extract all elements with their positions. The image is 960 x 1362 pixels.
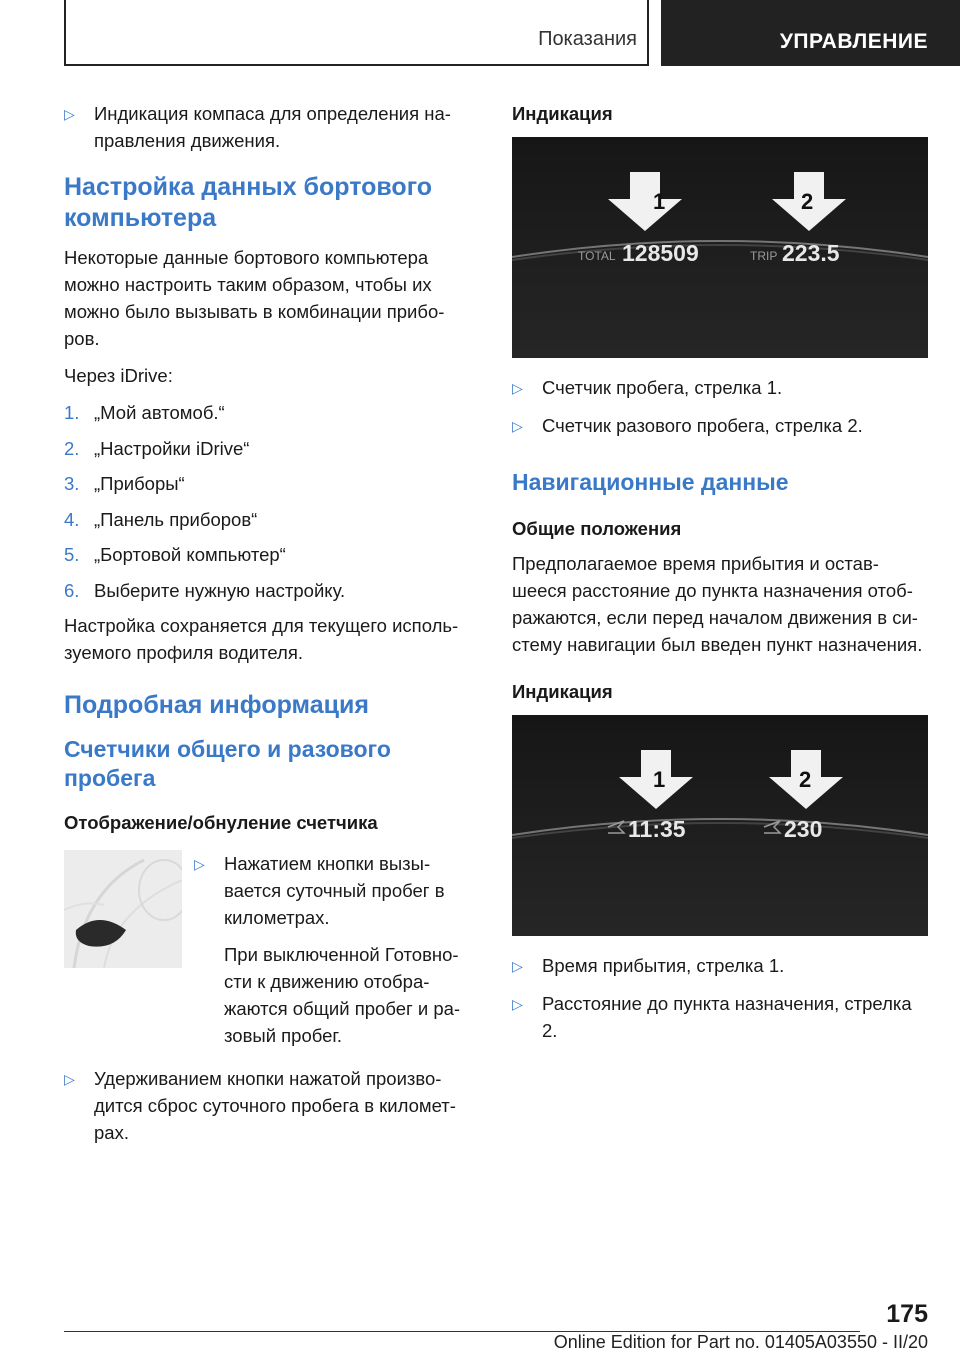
list-item: ▷ Нажатием кнопки вызы-вается суточный пробег в километрах.: [194, 850, 478, 931]
left-column: [64, 100, 478, 1156]
reset-button-row: [64, 850, 478, 1059]
list-item: 2. „Настройки iDrive“: [64, 437, 250, 459]
header-section-title: Показания: [538, 28, 637, 50]
arrow-2-label: 2: [801, 189, 814, 214]
triangle-bullet-icon: ▷: [512, 996, 523, 1012]
list-item: ▷ Индикация компаса для определения на-правления движения.: [64, 100, 478, 154]
list-item: ▷ Удерживанием кнопки нажатой произво-дится сброс суточного пробега в километ-рах.: [64, 1065, 478, 1146]
triangle-bullet-icon: ▷: [64, 1071, 75, 1087]
heading-general: Общие положения: [512, 518, 682, 539]
instrument-cluster-button-icon: [64, 850, 182, 968]
paragraph-via: Через iDrive:: [64, 365, 173, 386]
list-item: 4. „Панель приборов“: [64, 508, 258, 530]
list-item: ▷ Время прибытия, стрелка 1.: [512, 952, 928, 980]
heading-display-2: Индикация: [512, 681, 613, 702]
header-bottom-rule: [64, 64, 649, 66]
heading-details: Подробная информация: [64, 691, 369, 719]
heading-display-1: Индикация: [512, 103, 613, 124]
total-label: TOTAL: [578, 249, 616, 263]
right-column: [512, 100, 928, 1054]
header-chapter-tab: УПРАВЛЕНИЕ: [661, 0, 960, 66]
header-separator: [647, 0, 649, 66]
odometer-display: [512, 137, 928, 358]
trip-value: 223.5: [782, 240, 840, 266]
triangle-bullet-icon: ▷: [512, 418, 523, 434]
paragraph-saved: Настройка сохраняется для текущего исполь-зуемого профиля водителя.: [64, 615, 459, 663]
page-number: 175: [886, 1300, 928, 1328]
heading-settings: Настройка данных бортового компьютера: [64, 173, 433, 232]
heading-reset: Отображение/обнуление счетчика: [64, 812, 378, 833]
paragraph-navigation: Предполагаемое время прибытия и остав-шееся расстояние до пункта назначения отоб-ражаются, если перед началом движения в си-стему навигации был введен пункт назначения.: [512, 553, 923, 655]
steps-list: [64, 399, 478, 604]
arrow-1-label: 1: [653, 189, 666, 214]
triangle-bullet-icon: ▷: [64, 106, 75, 122]
list-item: 5. „Бортовой компьютер“: [64, 544, 286, 565]
paragraph-settings: Некоторые данные бортового компьютера можно настроить таким образом, чтобы их можно было вызывать в комбинации прибо-ров.: [64, 247, 445, 349]
triangle-bullet-icon: ▷: [512, 380, 523, 396]
arrow-1-label: 1: [653, 767, 666, 792]
list-item: 3. „Приборы“: [64, 473, 185, 494]
list-item: 6. Выберите нужную настройку.: [64, 579, 346, 601]
navigation-display-image: [512, 715, 928, 936]
navigation-display: [512, 715, 928, 936]
arrow-2-label: 2: [799, 767, 812, 792]
heading-odometer: Счетчики общего и разового пробега: [64, 736, 391, 791]
list-item: ▷ Счетчик разового пробега, стрелка 2.: [512, 412, 928, 440]
odometer-display-image: [512, 137, 928, 358]
heading-navigation: Навигационные данные: [512, 469, 789, 495]
list-item: ▷ Расстояние до пункта назначения, стрелка 2.: [512, 990, 928, 1044]
arrival-time-value: 11:35: [628, 816, 686, 842]
triangle-bullet-icon: ▷: [512, 958, 523, 974]
triangle-bullet-icon: ▷: [194, 856, 205, 872]
list-item: ▷ Счетчик пробега, стрелка 1.: [512, 374, 928, 402]
paragraph-ignition: При выключенной Готовно-сти к движению отобра-жаются общий пробег и ра-зовый пробег.: [224, 944, 461, 1046]
reset-button-photo: [64, 850, 182, 968]
distance-value: 230: [784, 816, 823, 842]
list-item: 1. „Мой автомоб.“: [64, 402, 225, 423]
footer-edition: Online Edition for Part no. 01405A03550 - II/20: [553, 1332, 928, 1352]
total-value: 128509: [622, 240, 699, 266]
trip-label: TRIP: [750, 249, 778, 263]
